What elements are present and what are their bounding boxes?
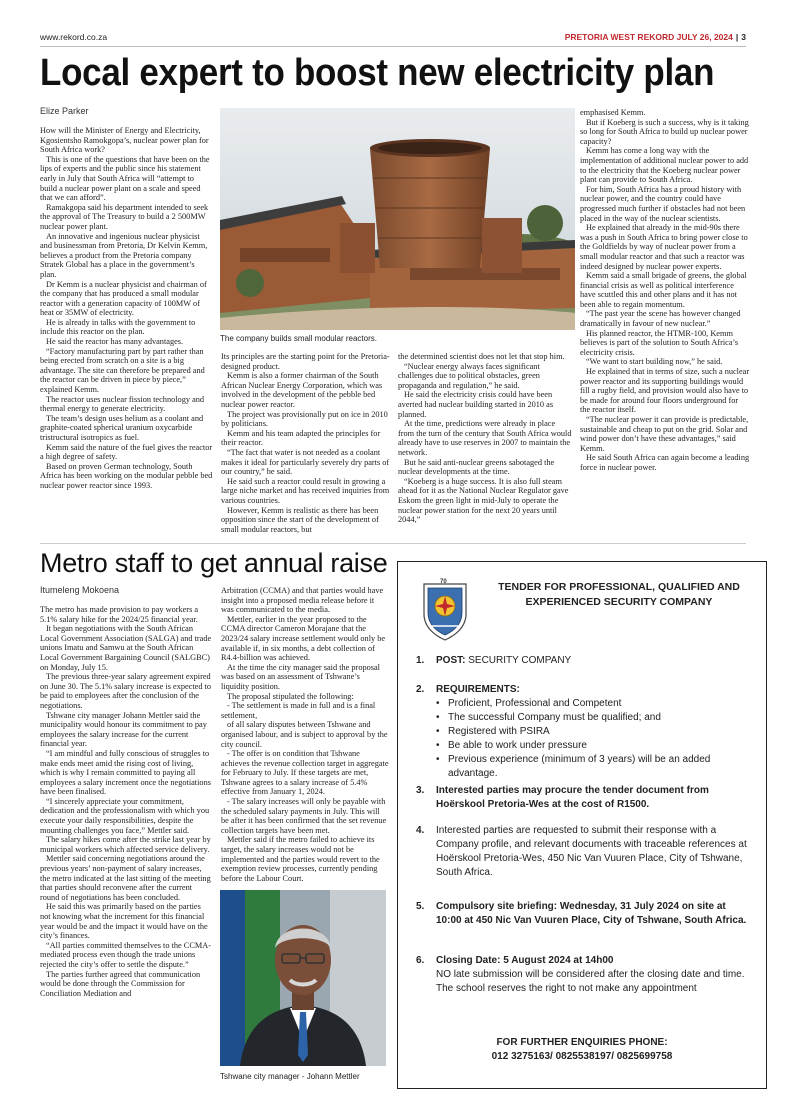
paragraph: But if Koeberg is such a success, why is it taking so long for South Africa to build up nuclear power capacity?	[580, 117, 749, 146]
section-number: 2.	[416, 684, 425, 695]
city-manager-photo	[220, 890, 386, 1066]
reactor-building-photo	[220, 108, 575, 330]
paragraph: “The nuclear power it can provide is predictable, sustainable and cheap to put on the grid. Solar and wind power don’t have these advantages,” said Kemm.	[580, 415, 749, 453]
paragraph: “Koeberg is a huge success. It is also full steam ahead for it as the National Nuclear Regulator gave Eskom the green light in mid-July to operate the nuclear power station for the next 20 years until 2044,”	[398, 476, 569, 525]
paragraph: “The past year the scene has however changed dramatically in favour of new nuclear.”	[580, 309, 741, 329]
paragraph: Dr Kemm is a nuclear physicist and chairman of the company that has produced a small modular reactor with a generation capacity of 100MW of heat or 35MW of electricity.	[40, 279, 207, 318]
requirement-item: • The successful Company must be qualified; and	[436, 711, 754, 725]
paragraph: However, Kemm is realistic as there has been opposition since the start of the development of small modular reactors, but	[221, 505, 379, 534]
appointment-note: The school reserves the right to not make any appointment	[436, 983, 697, 994]
requirements-label: REQUIREMENTS:	[436, 684, 520, 695]
paragraph: The proposal stipulated the following:	[227, 691, 354, 701]
paragraph: The parties further agreed that communication would be done through the Commission for Conciliation Mediation and	[40, 969, 201, 998]
paragraph: Kemm said the nature of the fuel gives the reactor a high degree of safety.	[40, 442, 213, 462]
paragraph: - The settlement is made in full and is a final settlement,	[221, 701, 376, 720]
paragraph: It began negotiations with the South African Local Government Association (SALGA) and trade unions Imatu and Samwu at the South African Local Government Bargaining Council (SALGBC) on Monday, July 15.	[40, 624, 212, 672]
paragraph: Arbitration (CCMA) and that parties would have insight into a proposed media release before it was communicated to the media.	[221, 586, 384, 615]
paragraph: Mettler said if the metro failed to achieve its target, the salary increases would not be implemented and the parties would revert to the exemption review processes, currently pending before the Labour Court.	[221, 835, 380, 883]
page-header	[40, 30, 746, 46]
paragraph: The metro has made provision to pay workers a 5.1% salary hike for the 2024/25 financial year.	[40, 605, 199, 624]
paragraph: “Factory manufacturing part by part rather than being erected from scratch on a site is a big advantage. The site can therefore be prepared and the reactor can be driven in piece by piece,” explained Kemm.	[40, 346, 205, 395]
story1-column-2	[221, 352, 391, 542]
paragraph: Kemm has come a long way with the implementation of additional nuclear power to add to the electricity that the Koeberg nuclear power plant can provide to South Africa.	[580, 146, 749, 185]
tender-section-post	[416, 654, 754, 668]
paragraph: “I am mindful and fully conscious of struggles to make ends meet amid the rising cost of living, which is why I remain committed to paying all employees a salary increment once the negotiations have been finalised.	[40, 748, 211, 797]
paragraph: Mettler said concerning negotiations around the previous years’ non-payment of salary increases, the metro indicated at the last sitting of the meeting that parties should reconvene after the current round of negotiations has been concluded.	[40, 854, 211, 902]
tender-section-submit	[416, 824, 754, 880]
paragraph: The previous three-year salary agreement expired on June 30. The 5.1% salary increase is expected to be paid to employees after the conclusion of the negotiations.	[40, 672, 212, 710]
section-number: 3.	[416, 785, 425, 796]
publication-name: PRETORIA WEST REKORD JULY 26, 2024	[564, 32, 733, 42]
paragraph: He is already in talks with the government to include this reactor on the plan.	[40, 317, 196, 337]
post-label: POST:	[436, 655, 466, 666]
paragraph: He said this was primarily based on the parties not knowing what the increment for this financial year would be and the impact it would have on the city’s finances.	[40, 902, 208, 941]
paragraph: - The offer is on condition that Tshwane achieves the revenue collection target in aggregate for February to July. If these targets are met, Tshwane agrees to a salary increase of 5.4% effective from January 1, 2024.	[221, 749, 389, 797]
story1-byline: Elize Parker	[40, 106, 89, 116]
paragraph: He said South Africa can again become a leading force in nuclear power.	[580, 453, 750, 472]
story1-photo-caption: The company builds small modular reactors.	[220, 334, 377, 343]
section-number: 6.	[416, 955, 425, 966]
paragraph: He said such a reactor could result in growing a large niche market and has received inquiries from various countries.	[221, 476, 390, 505]
paragraph: “We want to start building now,” he said.	[586, 357, 723, 367]
header-separator: |	[735, 32, 739, 42]
paragraph: The salary hikes come after the strike last year by municipal workers which affected service delivery.	[40, 835, 211, 854]
late-submission-note: NO late submission will be considered after the closing date and time.	[436, 969, 745, 980]
section-number: 4.	[416, 825, 425, 836]
tender-section-briefing	[416, 900, 754, 928]
paragraph: Based on proven German technology, South Africa has been working on the modular pebble bed nuclear power reactor since 1993.	[40, 461, 213, 490]
story1-column-1	[40, 126, 213, 542]
story2-column-2	[221, 586, 389, 886]
story1-column-3	[398, 352, 573, 542]
paragraph: He said the electricity crisis could have been averted had nuclear building started in 2010 as planned.	[398, 390, 554, 419]
paragraph: Mettler, earlier in the year proposed to the CCMA director Cameron Morajane that the 2023/24 salary increase settlement would only be available if, in six months, a debt collection of R4.4-billion was achieved.	[221, 614, 386, 663]
paragraph: Kemm is also a former chairman of the South African Nuclear Energy Corporation, which was involved in the development of the pebble bed nuclear power reactor.	[221, 371, 383, 409]
enquiries-block	[398, 1036, 766, 1064]
paragraph: How will the Minister of Energy and Electricity, Kgosientsho Ramokgopa’s, nuclear power plan for South Africa work?	[40, 126, 209, 155]
briefing-text: Compulsory site briefing: Wednesday, 31 July 2024 on site at 10:00 at 450 Nic Van Vuuren Place, City of Tshwane, South Africa.	[436, 901, 747, 926]
tender-section-closing	[416, 954, 754, 996]
paragraph: An innovative and ingenious nuclear physicist and businessman from Pretoria, Dr Kelvin Kemm, believes a product from the Pretoria company Stratek Global has a place in the government’s plan.	[40, 231, 208, 279]
section-number: 1.	[416, 655, 425, 666]
story1-headline: Local expert to boost new electricity plan	[40, 52, 715, 94]
tender-title: TENDER FOR PROFESSIONAL, QUALIFIED AND EXPERIENCED SECURITY COMPANY	[498, 581, 740, 608]
paragraph: emphasised Kemm.	[580, 108, 646, 117]
story1-column-4	[580, 108, 750, 542]
requirement-item: • Previous experience (minimum of 3 years) will be an added advantage.	[436, 753, 754, 781]
story-divider	[40, 543, 746, 544]
paragraph: “I sincerely appreciate your commitment, dedication and the professionalism with which you execute your daily responsibilities, despite the mounting challenges you face,” Mettler said.	[40, 796, 210, 835]
procure-text: Interested parties may procure the tender document from Hoërskool Pretoria-Wes at the cost of R1500.	[436, 785, 709, 810]
section-number: 5.	[416, 901, 425, 912]
site-url[interactable]: www.rekord.co.za	[40, 32, 108, 42]
submit-text: Interested parties are requested to submit their response with a Company profile, and relevant documents with traceable references at Hoërskool Pretoria-Wes, 450 Nic Van Vuuren Place, City of Tshwane, South Africa.	[436, 825, 747, 878]
paragraph: At the time, predictions were already in place from the turn of the century that South Africa would already have to use reserves in 2007 to maintain the network.	[398, 419, 572, 457]
closing-date: Closing Date: 5 August 2024 at 14h00	[436, 955, 614, 966]
publication-info	[565, 32, 746, 42]
paragraph: of all salary disputes between Tshwane and organised labour, and is subject to approval by the city council.	[221, 720, 388, 749]
paragraph: Its principles are the starting point for the Pretoria-designed product.	[221, 352, 390, 371]
paragraph: Kemm and his team adapted the principles for their reactor.	[221, 428, 381, 448]
paragraph: He said the reactor has many advantages.	[46, 337, 184, 347]
story2-headline: Metro staff to get annual raise	[40, 548, 388, 578]
paragraph: Kemm said a small brigade of greens, the global financial crisis as well as political interference have scuttled this and other plans and it has not been able to regain momentum.	[580, 271, 747, 309]
tender-advert	[397, 561, 767, 1089]
tender-section-requirements	[416, 683, 754, 781]
tender-section-procure	[416, 784, 754, 812]
paragraph: This is one of the questions that have been on the lips of experts and the public since his statement early in July that South Africa will “attempt to build a nuclear power plant on a scale and speed that we can afford”.	[40, 154, 210, 203]
paragraph: The reactor uses nuclear fission technology and thermal energy to generate electricity.	[40, 394, 205, 414]
paragraph: Tshwane city manager Johann Mettler said the municipality would honour its commitment to pay employees the salary increase for the current financial year.	[40, 710, 207, 749]
paragraph: At the time the city manager said the proposal was based on an assessment of Tshwane’s liquidity position.	[221, 662, 380, 691]
story2-photo-caption: Tshwane city manager - Johann Mettler	[220, 1072, 360, 1081]
paragraph: The project was provisionally put on ice in 2010 by politicians.	[221, 409, 388, 429]
paragraph: “All parties committed themselves to the CCMA-mediated process even though the trade unions rejected the city’s offer to settle the dispute.”	[40, 940, 211, 969]
reactor-building-image	[220, 108, 575, 330]
requirement-item: • Registered with PSIRA	[436, 725, 754, 739]
paragraph: “The fact that water is not needed as a coolant makes it ideal for particularly severely dry parts of our country,” he said.	[221, 447, 390, 477]
paragraph: For him, South Africa has a proud history with nuclear power, and the country could have progressed much further if obstacles had not been placed in the way of the nuclear scientists.	[580, 184, 746, 223]
paragraph: “Nuclear energy always faces significant challenges due to political obstacles, green propaganda and regulation,” he said.	[398, 361, 540, 390]
paragraph: Ramakgopa said his department intended to seek the approval of The Treasury to build a 2 500MW nuclear power plant.	[40, 202, 209, 231]
city-manager-portrait	[220, 890, 386, 1066]
requirements-list	[436, 697, 754, 781]
requirement-item: • Proficient, Professional and Competent	[436, 697, 754, 711]
school-crest-icon	[418, 580, 472, 642]
page-number: 3	[741, 32, 746, 42]
enquiries-label: FOR FURTHER ENQUIRIES PHONE:	[496, 1037, 668, 1048]
header-rule	[40, 46, 746, 47]
paragraph: His planned reactor, the HTMR-100, Kemm believes is part of the solution to South Africa’s electricity crisis.	[580, 328, 739, 357]
paragraph: - The salary increases will only be payable with the scheduled salary payments in July. This will be after it has been confirmed that the set revenue collection targets have been met.	[221, 797, 387, 835]
crest-anniversary-number: 70	[440, 579, 447, 585]
paragraph: But he said anti-nuclear greens sabotaged the nuclear developments at the time.	[398, 457, 555, 477]
requirement-item: • Be able to work under pressure	[436, 739, 754, 753]
paragraph: He explained that already in the mid-90s there was a push in South Africa to bring power close to the Goldfields by way of nuclear power from a small modular reactor and that such a reactor was indeed designed by nuclear power experts.	[580, 223, 748, 271]
paragraph: The team’s design uses helium as a coolant and graphite-coated spherical uranium oxycarbide tristructural isotropics as fuel.	[40, 413, 204, 442]
enquiries-phone[interactable]: 012 3275163/ 0825538197/ 0825699758	[491, 1051, 673, 1062]
post-value: SECURITY COMPANY	[465, 655, 572, 666]
story2-byline: Itumeleng Mokoena	[40, 585, 120, 595]
story2-column-1	[40, 605, 212, 1085]
paragraph: He explained that in terms of size, such a nuclear power reactor and its supporting buildings would fill a rugby field, and provision would also have to be made for around four floors underground for the reactor itself.	[580, 367, 750, 415]
paragraph: the determined scientist does not let that stop him.	[398, 352, 565, 361]
